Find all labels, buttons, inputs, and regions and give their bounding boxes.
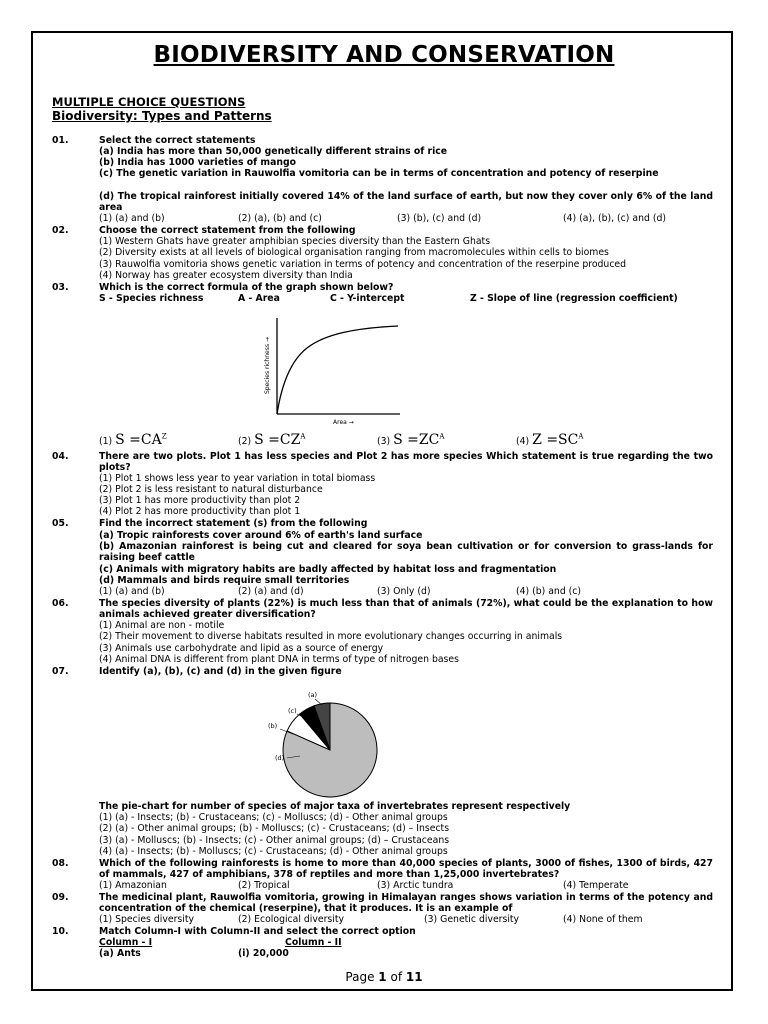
q06-option-2: (2) Their movement to diverse habitats resulted in more evolutionary changes occurring in animals bbox=[99, 631, 563, 642]
q03-legend-s: S - Species richness bbox=[99, 293, 204, 304]
q05-statement-c: (c) Animals with migratory habits are badly affected by habitat loss and fragmentation bbox=[99, 564, 557, 575]
q09-stem: The medicinal plant, Rauwolfia vomitoria, growing in Himalayan ranges shows variation in terms of the potency and concentration of the chemical (reserpine), that it produces. It is an example of bbox=[99, 892, 713, 915]
q01-statement-b: (b) India has 1000 varieties of mango bbox=[99, 157, 297, 168]
q05-statement-b: (b) Amazonian rainforest is being cut and cleared for soya bean cultivation or for conversion to grass-lands for raising beef cattle bbox=[99, 541, 713, 564]
q10-row-i: (i) 20,000 bbox=[238, 948, 289, 959]
q03-formula-1-base: S =CA bbox=[115, 432, 162, 448]
q08-number: 08. bbox=[52, 858, 69, 869]
pie-label-d: (d) bbox=[275, 754, 285, 762]
footer-page-word: Page bbox=[345, 970, 375, 984]
q03-formula-2-sup: A bbox=[300, 432, 306, 441]
q02-option-2: (2) Diversity exists at all levels of biological organisation ranging from macromolecules within cells to biomes bbox=[99, 247, 609, 258]
q01-option-2: (2) (a), (b) and (c) bbox=[238, 213, 322, 224]
q10-stem: Match Column-I with Column-II and select the correct option bbox=[99, 926, 416, 937]
q01-option-3: (3) (b), (c) and (d) bbox=[397, 213, 482, 224]
q02-option-4: (4) Norway has greater ecosystem diversity than India bbox=[99, 270, 353, 281]
q01-option-1: (1) (a) and (b) bbox=[99, 213, 165, 224]
q09-option-2: (2) Ecological diversity bbox=[238, 914, 345, 925]
q07-option-2: (2) (a) - Other animal groups; (b) - Molluscs; (c) - Crustaceans; (d) – Insects bbox=[99, 823, 450, 834]
q03-stem: Which is the correct formula of the graph shown below? bbox=[99, 282, 394, 293]
q07-option-1: (1) (a) - Insects; (b) - Crustaceans; (c) - Molluscs; (d) - Other animal groups bbox=[99, 812, 448, 823]
q01-option-4: (4) (a), (b), (c) and (d) bbox=[563, 213, 666, 224]
q01-statement-d: (d) The tropical rainforest initially covered 14% of the land surface of earth, but now they cover only 6% of the land area bbox=[99, 191, 713, 214]
q10-column-2-header: Column - II bbox=[285, 937, 342, 948]
q03-option-3-num: (3) bbox=[377, 436, 391, 447]
q06-option-1: (1) Animal are non - motile bbox=[99, 620, 225, 631]
page-number bbox=[0, 970, 768, 984]
section-heading: MULTIPLE CHOICE QUESTIONS bbox=[52, 95, 246, 109]
q03-option-4 bbox=[516, 432, 583, 448]
footer-of-word: of bbox=[390, 970, 403, 984]
q08-stem: Which of the following rainforests is home to more than 40,000 species of plants, 3000 of fishes, 1300 of birds, 427 of mammals, 427 of amphibians, 378 of reptiles and more than 1,25,000 invertebrates? bbox=[99, 858, 713, 881]
q03-formula-4-sup: A bbox=[578, 432, 584, 441]
q03-formula-3-sup: A bbox=[439, 432, 445, 441]
q03-option-1 bbox=[99, 432, 167, 448]
q09-option-3: (3) Genetic diversity bbox=[424, 914, 520, 925]
species-area-curve bbox=[277, 326, 398, 414]
q10-row-a: (a) Ants bbox=[99, 948, 141, 959]
pie-label-c: (c) bbox=[288, 707, 297, 715]
q03-formula-1-sup: Z bbox=[161, 432, 167, 441]
species-area-graph bbox=[255, 310, 405, 430]
q07-option-4: (4) (a) - Insects; (b) - Molluscs; (c) - Crustaceans; (d) - Other animal groups bbox=[99, 846, 448, 857]
q02-option-3: (3) Rauwolfia vomitoria shows genetic variation in terms of potency and concentration of the reserpine produced bbox=[99, 259, 627, 270]
q07-stem: Identify (a), (b), (c) and (d) in the given figure bbox=[99, 666, 342, 677]
q03-formula-2-base: S =CZ bbox=[254, 432, 301, 448]
q03-option-3 bbox=[377, 432, 444, 448]
footer-total: 11 bbox=[405, 970, 423, 984]
q03-legend-z: Z - Slope of line (regression coefficient) bbox=[470, 293, 678, 304]
q03-legend-a: A - Area bbox=[238, 293, 280, 304]
q01-statement-c: (c) The genetic variation in Rauwolfia vomitoria can be in terms of concentration and potency of reserpine bbox=[99, 168, 659, 179]
q01-statement-a: (a) India has more than 50,000 genetically different strains of rice bbox=[99, 146, 448, 157]
q05-option-1: (1) (a) and (b) bbox=[99, 586, 165, 597]
q05-option-2: (2) (a) and (d) bbox=[238, 586, 304, 597]
q07-option-3: (3) (a) - Molluscs; (b) - Insects; (c) - Other animal groups; (d) – Crustaceans bbox=[99, 835, 450, 846]
q06-option-3: (3) Animals use carbohydrate and lipid as a source of energy bbox=[99, 643, 384, 654]
q10-column-1-header: Column - I bbox=[99, 937, 153, 948]
q01-stem: Select the correct statements bbox=[99, 135, 256, 146]
q04-number: 04. bbox=[52, 451, 69, 462]
q05-statement-a: (a) Tropic rainforests cover around 6% of earth's land surface bbox=[99, 530, 423, 541]
graph-x-label: Area → bbox=[333, 419, 354, 426]
q03-option-4-num: (4) bbox=[516, 436, 530, 447]
q02-option-1: (1) Western Ghats have greater amphibian species diversity than the Eastern Ghats bbox=[99, 236, 491, 247]
pie-label-b: (b) bbox=[268, 722, 278, 730]
q10-number: 10. bbox=[52, 926, 69, 937]
q04-option-1: (1) Plot 1 shows less year to year variation in total biomass bbox=[99, 473, 376, 484]
q05-statement-d: (d) Mammals and birds require small territories bbox=[99, 575, 350, 586]
q08-option-2: (2) Tropical bbox=[238, 880, 290, 891]
q08-option-3: (3) Arctic tundra bbox=[377, 880, 454, 891]
q02-number: 02. bbox=[52, 225, 69, 236]
q03-formula-2 bbox=[254, 432, 305, 448]
q03-formula-3-base: S =ZC bbox=[393, 432, 440, 448]
q04-stem: There are two plots. Plot 1 has less species and Plot 2 has more species Which statement is true regarding the two plots? bbox=[99, 451, 713, 474]
q03-number: 03. bbox=[52, 282, 69, 293]
q09-number: 09. bbox=[52, 892, 69, 903]
page-title: BIODIVERSITY AND CONSERVATION bbox=[153, 42, 615, 68]
q03-legend-c: C - Y-intercept bbox=[330, 293, 405, 304]
q03-option-2 bbox=[238, 432, 305, 448]
q07-caption: The pie-chart for number of species of major taxa of invertebrates represent respectively bbox=[99, 801, 571, 812]
q04-option-3: (3) Plot 1 has more productivity than plot 2 bbox=[99, 495, 301, 506]
q08-option-4: (4) Temperate bbox=[563, 880, 629, 891]
q06-number: 06. bbox=[52, 598, 69, 609]
q04-option-4: (4) Plot 2 has more productivity than plot 1 bbox=[99, 506, 301, 517]
q03-formula-1 bbox=[115, 432, 166, 448]
q03-option-2-num: (2) bbox=[238, 436, 252, 447]
q05-stem: Find the incorrect statement (s) from the following bbox=[99, 518, 368, 529]
q01-number: 01. bbox=[52, 135, 69, 146]
q03-formula-3 bbox=[393, 432, 444, 448]
q05-option-4: (4) (b) and (c) bbox=[516, 586, 582, 597]
q08-option-1: (1) Amazonian bbox=[99, 880, 167, 891]
q02-stem: Choose the correct statement from the following bbox=[99, 225, 356, 236]
q09-option-1: (1) Species diversity bbox=[99, 914, 194, 925]
q03-formula-4-base: Z =SC bbox=[532, 432, 579, 448]
q06-stem: The species diversity of plants (22%) is much less than that of animals (72%), what could be the explanation to how animals achieved greater diversification? bbox=[99, 598, 713, 621]
pie-label-a: (a) bbox=[308, 691, 318, 699]
invertebrate-pie-chart bbox=[255, 688, 385, 798]
q07-number: 07. bbox=[52, 666, 69, 677]
graph-y-label: Species richness → bbox=[264, 337, 271, 394]
q05-option-3: (3) Only (d) bbox=[377, 586, 431, 597]
subsection-heading: Biodiversity: Types and Patterns bbox=[52, 109, 272, 123]
q09-option-4: (4) None of them bbox=[563, 914, 643, 925]
q06-option-4: (4) Animal DNA is different from plant DNA in terms of type of nitrogen bases bbox=[99, 654, 459, 665]
q05-number: 05. bbox=[52, 518, 69, 529]
footer-page: 1 bbox=[378, 970, 387, 984]
q04-option-2: (2) Plot 2 is less resistant to natural disturbance bbox=[99, 484, 323, 495]
q03-formula-4 bbox=[532, 432, 583, 448]
q03-option-1-num: (1) bbox=[99, 436, 113, 447]
